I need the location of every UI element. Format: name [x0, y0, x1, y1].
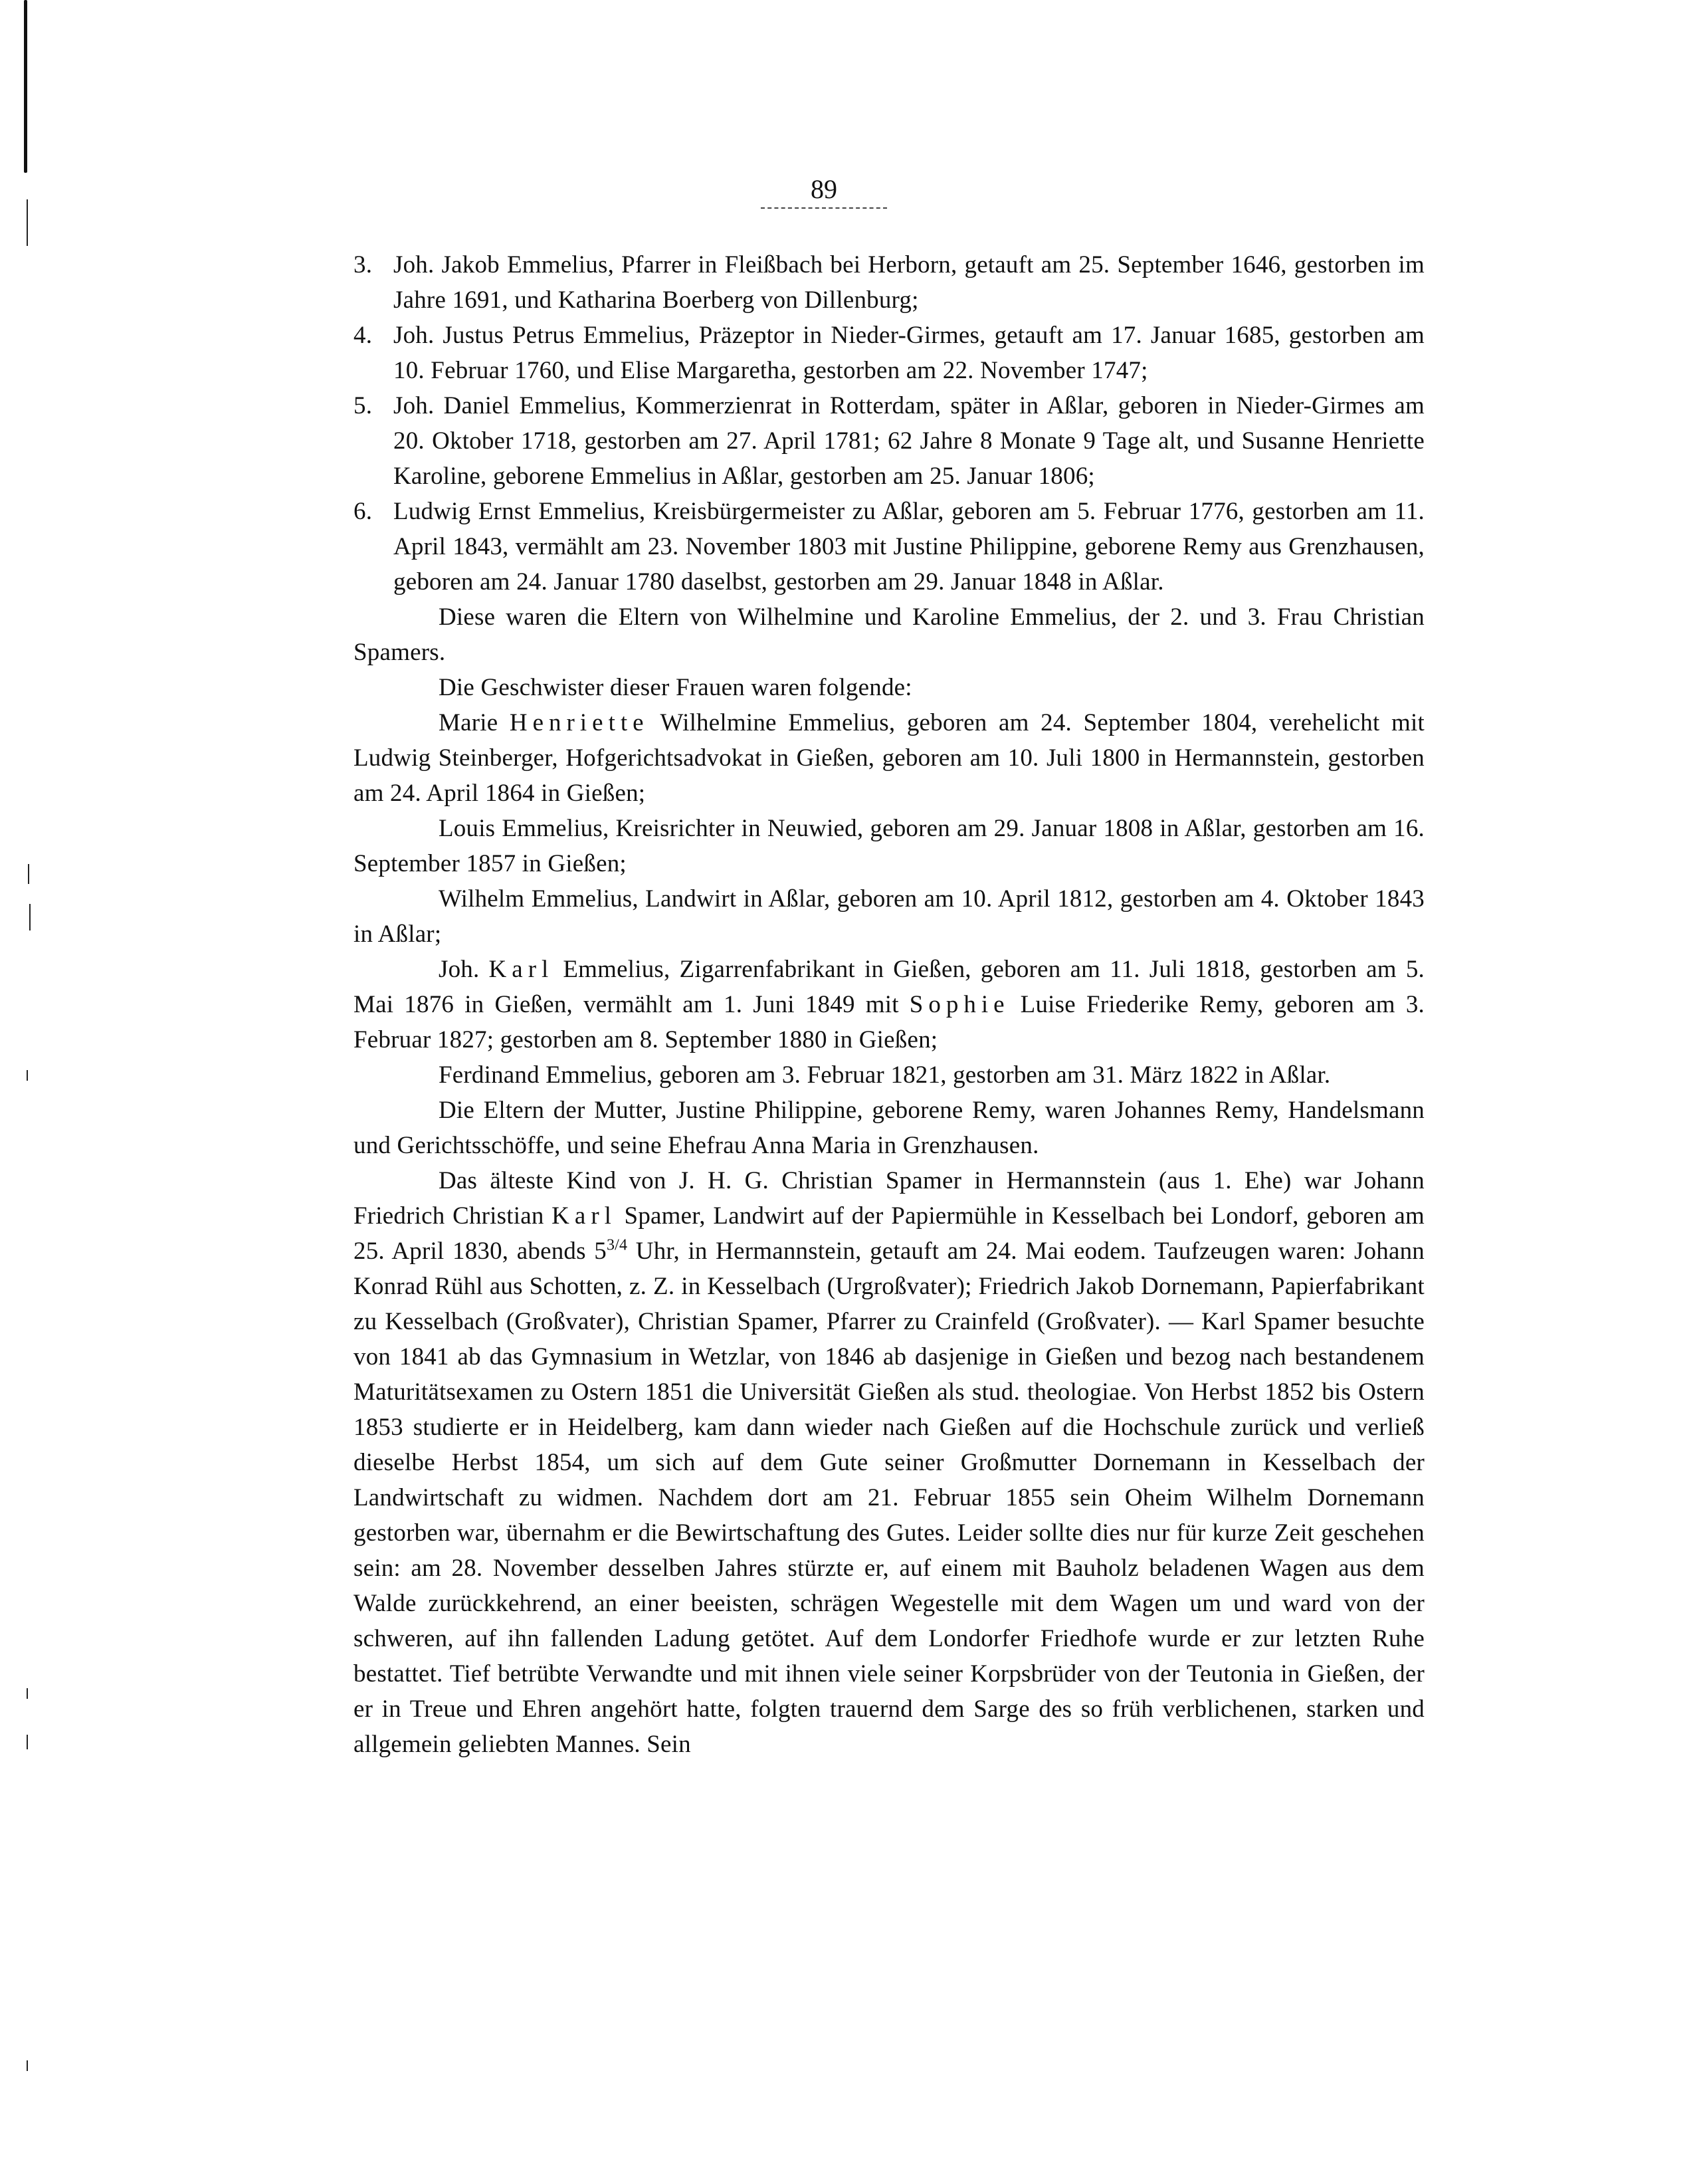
entry-number: 4. [353, 322, 373, 349]
spaced-name: Sophie [909, 991, 1010, 1018]
genealogy-entry [353, 318, 1425, 388]
text-run: Marie [439, 709, 510, 736]
spaced-name: Karl [488, 956, 554, 983]
text-run: Uhr, in Hermannstein, getauft am 24. Mai eodem. Taufzeugen waren: Johann Konrad Rühl aus Schotten, z. Z. in Kesselbach (Urgroßvater); Friedrich Jakob Dornemann, Papierfabrikant zu Kesselbach (Großvater), Christian Spamer, Pfarrer zu Crainfeld (Großvater). — Karl Spamer besuchte von 1841 ab das Gymnasium in Wetzlar, von 1846 ab dasjenige in Gießen und bezog nach bestandenem Maturitätsexamen zu Ostern 1851 die Universität Gießen als stud. theologiae. Von Herbst 1852 bis Ostern 1853 studierte er in Heidelberg, kam dann wieder nach Gießen auf die Hochschule zurück und verließ dieselbe Herbst 1854, um sich auf dem Gute seiner Großmutter Dornemann in Kesselbach der Landwirtschaft zu widmen. Nachdem dort am 21. Februar 1855 sein Oheim Wilhelm Dornemann gestorben war, übernahm er die Bewirtschaftung des Gutes. Leider sollte dies nur für kurze Zeit geschehen sein: am 28. November desselben Jahres stürzte er, auf einem mit Bauholz beladenen Wagen aus dem Walde zurückkehrend, an einer beeisten, schrägen Wegestelle mit dem Wagen um und ward von der schweren, auf ihn fallenden Ladung getötet. Auf dem Londorfer Friedhofe wurde er zur letzten Ruhe bestattet. Tief betrübte Verwandte und mit ihnen viele seiner Korpsbrüder von der Teutonia in Gießen, der er in Treue und Ehren angehört hatte, folgten trauernd dem Sarge des so früh verblichenen, starken und allgemein geliebten Mannes. Sein [353, 1238, 1425, 1758]
paragraph-sibling-louis: Louis Emmelius, Kreisrichter in Neuwied, geboren am 29. Januar 1808 in Aßlar, gestorben am 16. September 1857 in Gießen; [353, 815, 1425, 877]
paragraph-sibling-ferdinand: Ferdinand Emmelius, geboren am 3. Februar 1821, gestorben am 31. März 1822 in Aßlar. [439, 1061, 1331, 1089]
scan-margin-mark [27, 1070, 28, 1081]
paragraph-karl-spamer [353, 1163, 1425, 1762]
page-number-rule [761, 207, 887, 209]
entry-number: 5. [353, 392, 373, 419]
page-header [751, 174, 897, 209]
spaced-name: Karl [551, 1202, 617, 1230]
text-run: Joh. [439, 956, 489, 983]
genealogy-entry [353, 494, 1425, 600]
text-run: Luise Friederike Remy, geboren am 3. Februar 1827; gestorben am 8. September 1880 in Gießen; [353, 991, 1425, 1053]
paragraph-sibling-marie [353, 705, 1425, 811]
paragraph-sibling-wilhelm: Wilhelm Emmelius, Landwirt in Aßlar, geboren am 10. April 1812, gestorben am 4. Oktober 1843 in Aßlar; [353, 885, 1425, 948]
entry-number: 3. [353, 251, 373, 278]
spaced-name: Henriette [509, 709, 649, 736]
scan-margin-mark [27, 199, 28, 246]
paragraph-siblings-intro: Die Geschwister dieser Frauen waren folgende: [439, 674, 912, 701]
text-run: Wilhelmine Emmelius, geboren am 24. September 1804, verehelicht mit Ludwig Steinberger, Hofgerichtsadvokat in Gießen, geboren am 10. Juli 1800 in Hermannstein, gestorben am 24. April 1864 in Gießen; [353, 709, 1425, 807]
scan-margin-mark [27, 1688, 28, 1699]
entry-number: 6. [353, 498, 373, 525]
entry-text: Joh. Daniel Emmelius, Kommerzienrat in Rotterdam, später in Aßlar, geboren in Nieder-Girmes am 20. Oktober 1718, gestorben am 27. April 1781; 62 Jahre 8 Monate 9 Tage alt, und Susanne Henriette Karoline, geborene Emmelius in Aßlar, gestorben am 25. Januar 1806; [393, 392, 1425, 490]
text-run: Emmelius, Zigarrenfabrikant in Gießen, geboren am 11. Juli 1818, gestorben am 5. Mai 1876 in Gießen, vermählt am 1. Juni 1849 mit [353, 956, 1425, 1018]
page-number: 89 [811, 174, 837, 204]
entry-text: Ludwig Ernst Emmelius, Kreisbürgermeister zu Aßlar, geboren am 5. Februar 1776, gestorben am 11. April 1843, vermählt am 23. November 1803 mit Justine Philippine, geborene Remy aus Grenzhausen, geboren am 24. Januar 1780 daselbst, gestorben am 29. Januar 1848 in Aßlar. [393, 498, 1425, 596]
paragraph-sibling-karl [353, 952, 1425, 1057]
text-run: Das älteste Kind von J. H. G. Christian Spamer in Hermannstein (aus 1. Ehe) war Johann Friedrich Christian [353, 1167, 1425, 1230]
scan-margin-mark [27, 1735, 28, 1749]
genealogy-entry [353, 388, 1425, 494]
text-run: Spamer, Landwirt auf der Papiermühle in Kesselbach bei Londorf, geboren am 25. April 1830, abends 5 [353, 1202, 1425, 1265]
scan-margin-mark [29, 904, 31, 930]
fraction: 3/4 [606, 1236, 628, 1254]
scan-edge-mark [24, 0, 27, 173]
scan-margin-mark [28, 864, 29, 884]
body-text [353, 247, 1425, 1762]
scan-margin-mark [27, 2060, 28, 2071]
paragraph-maternal-parents: Die Eltern der Mutter, Justine Philippine, geborene Remy, waren Johannes Remy, Handelsmann und Gerichtsschöffe, und seine Ehefrau Anna Maria in Grenzhausen. [353, 1097, 1425, 1159]
entry-text: Joh. Jakob Emmelius, Pfarrer in Fleißbach bei Herborn, getauft am 25. September 1646, gestorben im Jahre 1691, und Katharina Boerberg von Dillenburg; [393, 251, 1425, 314]
genealogy-entry [353, 247, 1425, 318]
paragraph-parents: Diese waren die Eltern von Wilhelmine und Karoline Emmelius, der 2. und 3. Frau Christian Spamers. [353, 603, 1425, 666]
entry-text: Joh. Justus Petrus Emmelius, Präzeptor in Nieder-Girmes, getauft am 17. Januar 1685, gestorben am 10. Februar 1760, und Elise Margaretha, gestorben am 22. November 1747; [393, 322, 1425, 384]
